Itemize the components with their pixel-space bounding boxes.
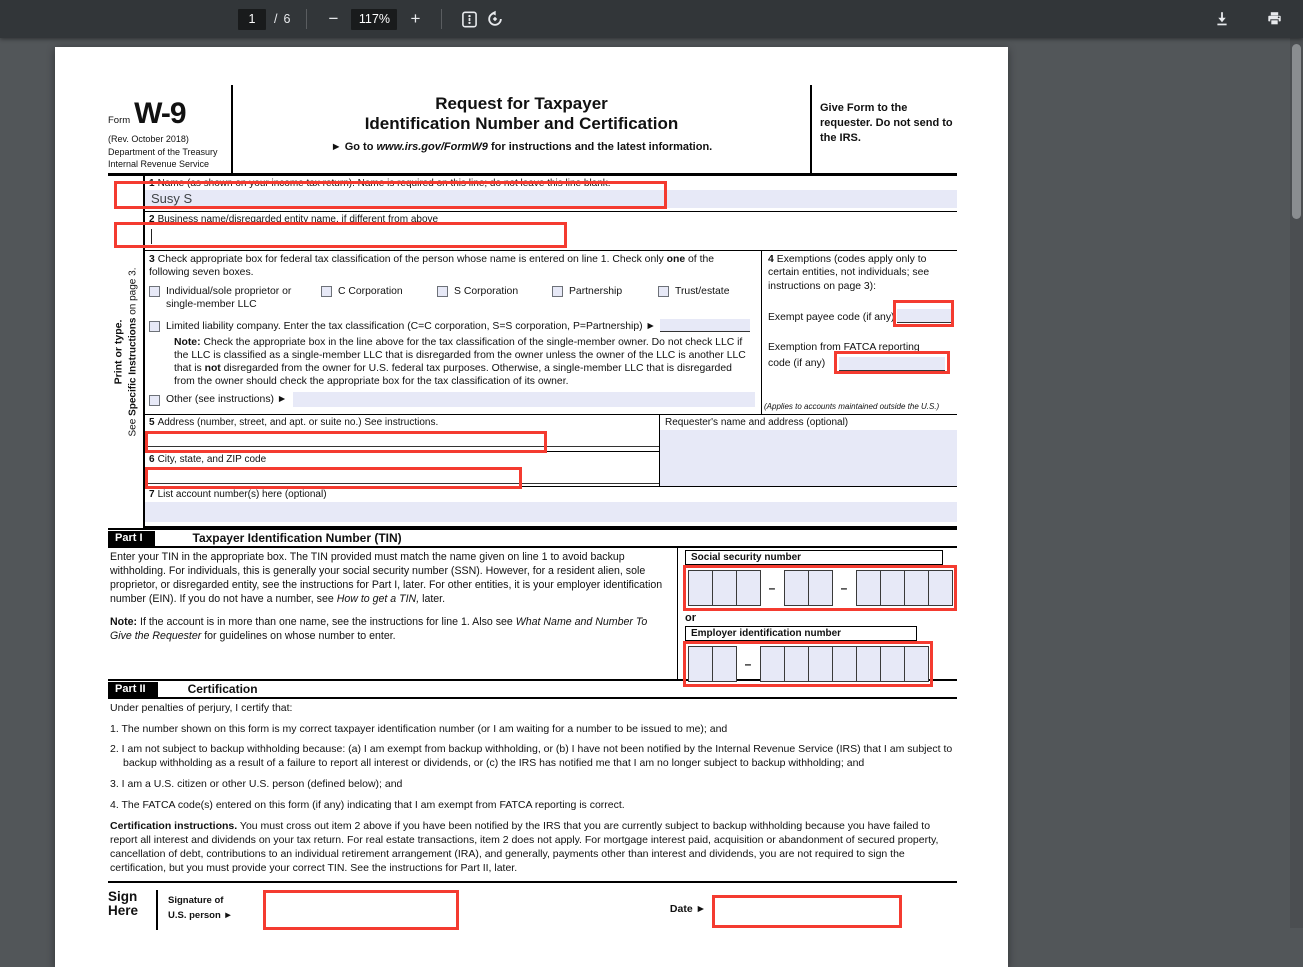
checkbox-label: S Corporation [454, 285, 519, 297]
ssn-digit-box[interactable] [736, 570, 761, 606]
see-text: See [126, 415, 138, 437]
line4-label-text: Exemptions (codes apply only to certain entities, not individuals; see instructions on page 3): [768, 253, 930, 292]
fatca-label [768, 340, 955, 371]
form-boxed-region [108, 176, 957, 530]
date-label: Date ► [669, 902, 706, 915]
tin-boxes-column [678, 548, 957, 679]
form-number-block [108, 85, 233, 173]
line3-number: 3 [149, 253, 155, 265]
form-header [108, 85, 957, 176]
ssn-dash: – [768, 581, 776, 595]
line3-line4-region [145, 251, 957, 415]
line3-note [174, 336, 755, 389]
signature-label-line1: Signature of [168, 894, 224, 906]
download-button[interactable] [1209, 5, 1235, 33]
line4-column [762, 251, 957, 414]
fatca-code-input[interactable] [839, 357, 945, 371]
here-word: Here [108, 902, 139, 918]
highlight-box-signature [263, 890, 459, 930]
line3-label [149, 253, 755, 280]
note-bold: Note: [174, 336, 201, 348]
ein-digit-box[interactable] [808, 646, 833, 682]
certification-intro: Under penalties of perjury, I certify that: [110, 702, 293, 714]
highlight-box-business-name [114, 222, 567, 248]
download-icon [1214, 11, 1230, 27]
line5-line6-region [145, 415, 957, 488]
highlight-box-ein [683, 641, 933, 687]
tax-classification-checkboxes [149, 285, 755, 311]
part1-header [108, 530, 957, 548]
line3-label-bold: one [666, 253, 686, 265]
checkbox-icon[interactable] [658, 286, 669, 297]
part1-instructions [108, 548, 678, 679]
on-page-text: on page 3. [126, 267, 138, 318]
form-word: Form [108, 115, 131, 126]
specific-instructions-text: Specific Instructions [126, 317, 138, 416]
exempt-payee-label: Exempt payee code (if any) [768, 312, 895, 324]
part1-note-post: for guidelines on whose number to enter. [201, 629, 396, 642]
line5-number: 5 [149, 416, 155, 428]
line6-row [145, 452, 659, 484]
line5-row [145, 415, 659, 452]
ein-digit-box[interactable] [784, 646, 809, 682]
line4-number: 4 [768, 253, 774, 265]
line7-label-text: List account number(s) here (optional) [157, 489, 327, 501]
part2-body [108, 699, 957, 876]
ssn-dash: – [840, 581, 848, 595]
exempt-payee-code-input[interactable] [897, 309, 951, 323]
or-label: or [685, 612, 696, 624]
line6-label [145, 452, 659, 466]
line2-row [145, 212, 957, 251]
line2-number: 2 [149, 213, 155, 225]
part2-badge: Part II [108, 682, 158, 697]
print-icon [1266, 11, 1283, 27]
line6-number: 6 [149, 453, 155, 465]
llc-classification-input[interactable] [660, 319, 750, 332]
ssn-digit-box[interactable] [904, 570, 929, 606]
form-title-block [233, 85, 812, 173]
signature-label-line2: U.S. person ► [168, 909, 233, 921]
line2-label-text: Business name/disregarded entity name, if different from above [157, 213, 439, 225]
line1-label [145, 176, 957, 190]
fit-page-icon [461, 11, 478, 28]
ssn-digit-box[interactable] [856, 570, 881, 606]
date-input[interactable] [712, 895, 902, 928]
goto-suffix: for instructions and the latest information. [487, 141, 713, 154]
part1-badge: Part I [108, 531, 155, 546]
ssn-digit-box[interactable] [712, 570, 737, 606]
other-label: Other (see instructions) ► [166, 394, 288, 406]
certification-item-3: 3. I am a U.S. citizen or other U.S. person (defined below); and [110, 777, 403, 790]
checkbox-individual-sole-proprietor[interactable] [149, 285, 321, 311]
print-button[interactable] [1261, 5, 1287, 33]
line3-label-pre: Check appropriate box for federal tax classification of the person whose name is entered on line 1. Check only [157, 253, 667, 265]
note-text-a: Check the appropriate box in the line above for the tax classification of the single-member owner. Do not check LLC if the LLC is classified as a single-member LLC that is disregarded from the owner unless the owner of the LLC is another LLC that is [174, 336, 746, 375]
goto-url: www.irs.gov/FormW9 [376, 141, 488, 154]
checkbox-label: Trust/estate [675, 285, 730, 297]
part2-title: Certification [187, 682, 258, 696]
checkbox-icon[interactable] [321, 286, 332, 297]
page-divider: / [274, 12, 278, 26]
form-goto-line [233, 141, 810, 153]
certification-item-1: 1. The number shown on this form is my correct taxpayer identification number (or I am waiting for a number to be issued to me); and [110, 722, 728, 735]
zoom-out-button[interactable]: − [328, 9, 339, 28]
line1-label-text: Name (as shown on your income tax return). Name is required on this line; do not leave this line blank. [157, 178, 611, 189]
highlight-box-date [712, 895, 902, 928]
exempt-payee-row [768, 309, 955, 323]
scrollbar-thumb[interactable] [1292, 44, 1301, 219]
address-input[interactable] [145, 429, 659, 447]
note-text-bold: not [204, 363, 221, 375]
line7-row [145, 487, 957, 528]
line7-number: 7 [149, 489, 155, 501]
part1-para-post: later. [419, 592, 446, 605]
toolbar-separator [441, 9, 442, 29]
city-state-zip-input[interactable] [145, 466, 659, 484]
certification-item-2: 2. I am not subject to backup withholding because: (a) I am exempt from backup withholding, or (b) I have not been notified by the Internal Revenue Service (IRS) that I am subject to backup withholding as a result of a failure to report all interest or dividends, or (c) the IRS has notified me that I am no longer subject to backup withholding; and [110, 742, 953, 769]
line1-number: 1 [149, 178, 155, 189]
checkbox-icon[interactable] [149, 321, 160, 332]
sign-here-row [108, 881, 957, 930]
part1-note-pre: If the account is in more than one name, see the instructions for line 1. Also see [137, 615, 516, 628]
account-numbers-input[interactable] [145, 502, 957, 522]
checkbox-trust-estate[interactable] [658, 285, 729, 311]
sign-here-label [108, 890, 154, 918]
certification-item-4: 4. The FATCA code(s) entered on this form (if any) indicating that I am exempt from FATCA reporting is correct. [110, 798, 625, 811]
signature-input[interactable] [263, 890, 459, 930]
ssn-label: Social security number [685, 550, 943, 565]
cert-instructions-bold: Certification instructions. [110, 819, 238, 832]
part1-note-italic: What Name and Number To Give the Requester [110, 615, 648, 642]
sign-word: Sign [108, 888, 138, 904]
department-line2: Internal Revenue Service [108, 158, 210, 169]
part1-para-italic: How to get a TIN, [336, 592, 420, 605]
pdf-toolbar [0, 0, 1303, 38]
fit-to-page-button[interactable] [456, 5, 482, 33]
other-input[interactable] [293, 392, 755, 407]
goto-prefix: ► Go to [330, 141, 377, 154]
line4-label [768, 253, 955, 294]
checkbox-label: C Corporation [338, 285, 403, 297]
print-or-type-text: Print or type. [112, 319, 125, 385]
form-number: W-9 [134, 97, 186, 130]
ein-digit-box[interactable] [712, 646, 737, 682]
page-number-input[interactable]: 1 [238, 9, 266, 30]
business-name-input[interactable] [145, 226, 957, 247]
toolbar-separator [306, 9, 307, 29]
requester-label: Requester's name and address (optional) [665, 416, 849, 428]
ein-digit-box[interactable] [904, 646, 929, 682]
ein-digit-box[interactable] [880, 646, 905, 682]
department-line1: Department of the Treasury [108, 147, 218, 158]
line5-label [145, 415, 659, 429]
line7-label [145, 487, 957, 501]
line1-row [145, 176, 957, 212]
scrollbar-track[interactable] [1290, 38, 1303, 928]
highlight-box-ssn [683, 565, 957, 611]
line6-label-text: City, state, and ZIP code [157, 453, 267, 465]
signature-label [168, 890, 258, 923]
name-value: Susy S [151, 191, 193, 206]
form-revision: (Rev. October 2018) [108, 134, 189, 144]
ein-digit-box[interactable] [856, 646, 881, 682]
ein-label: Employer identification number [685, 626, 917, 641]
form-title-line1: Request for Taxpayer [435, 94, 608, 113]
certification-instructions [110, 820, 957, 876]
llc-label: Limited liability company. Enter the tax classification (C=C corporation, S=S corporation, P=Partnership) ► [166, 320, 656, 332]
text-cursor [151, 229, 152, 244]
ssn-digit-box[interactable] [784, 570, 809, 606]
part1-para: Enter your TIN in the appropriate box. The TIN provided must match the name given on line 1 to avoid backup withholding. For individuals, this is generally your social security number (SSN). However, for a resident alien, sole proprietor, or disregarded entity, see the instructions for Part I, later. For other entities, it is your employer identification number (EIN). If you do not have a number, see [110, 551, 663, 605]
checkbox-s-corporation[interactable] [437, 285, 552, 311]
ein-digit-box[interactable] [760, 646, 785, 682]
zoom-level-input[interactable]: 117% [351, 9, 397, 30]
checkbox-icon[interactable] [149, 286, 160, 297]
part1-title: Taxpayer Identification Number (TIN) [192, 531, 402, 545]
cert-instructions-text: You must cross out item 2 above if you have been notified by the IRS that you are currently subject to backup withholding because you have failed to report all interest and dividends on your tax return. For real estate transactions, item 2 does not apply. For mortgage interest paid, acquisition or abandonment of secured property, cancellation of debt, contributions to an individual retirement arrangement (IRA), and generally, payments other than interest and dividends, you are not required to sign the certification, but you must provide your correct TIN. See the instructions for Part II, later. [110, 819, 939, 874]
zoom-in-button[interactable]: + [410, 9, 421, 28]
line5-label-text: Address (number, street, and apt. or suite no.) See instructions. [157, 416, 439, 428]
line3-label-post: of the following seven boxes. [149, 253, 715, 279]
sign-divider [156, 890, 158, 930]
requester-input[interactable] [660, 430, 957, 487]
ein-dash: – [744, 657, 752, 671]
ein-digit-box[interactable] [832, 646, 857, 682]
checkbox-icon[interactable] [552, 286, 563, 297]
checkbox-label: Partnership [569, 285, 623, 297]
checkbox-partnership[interactable] [552, 285, 658, 311]
ein-digit-box[interactable] [688, 646, 713, 682]
fatca-label-line1: Exemption from FATCA reporting [768, 342, 920, 354]
sidebar-strip [108, 176, 145, 528]
checkbox-llc[interactable] [149, 319, 755, 332]
form-title-line2: Identification Number and Certification [364, 114, 679, 134]
checkbox-label: Individual/sole proprietor or single-member LLC [166, 285, 292, 310]
note-text-c: disregarded from the owner for U.S. federal tax purposes. Otherwise, a single-member LLC that is disregarded from the owner should check the appropriate box for the tax classification of its owner. [174, 363, 732, 388]
pdf-page [55, 47, 1008, 967]
checkbox-icon[interactable] [437, 286, 448, 297]
ssn-digit-box[interactable] [688, 570, 713, 606]
applies-note: (Applies to accounts maintained outside the U.S.) [764, 401, 940, 411]
toolbar-page-controls [238, 0, 508, 38]
name-input[interactable] [145, 190, 957, 208]
checkbox-c-corporation[interactable] [321, 285, 437, 311]
ssn-digit-box[interactable] [880, 570, 905, 606]
print-or-type-vertical-label [112, 192, 139, 512]
page-total: 6 [283, 12, 291, 26]
part1-body [108, 548, 957, 681]
checkbox-other[interactable] [149, 392, 755, 407]
ssn-digit-box[interactable] [808, 570, 833, 606]
requester-column [660, 415, 957, 487]
line3-column [145, 251, 762, 414]
ssn-digit-box[interactable] [928, 570, 953, 606]
rotate-button[interactable] [482, 5, 508, 33]
give-form-note: Give Form to the requester. Do not send to the IRS. [820, 102, 953, 144]
checkbox-icon[interactable] [149, 395, 160, 406]
rotate-ccw-icon [486, 10, 504, 28]
line2-label [145, 212, 957, 226]
part1-note-bold: Note: [110, 615, 138, 628]
fatca-label-line2: code (if any) [768, 357, 826, 369]
toolbar-actions [1209, 0, 1287, 38]
